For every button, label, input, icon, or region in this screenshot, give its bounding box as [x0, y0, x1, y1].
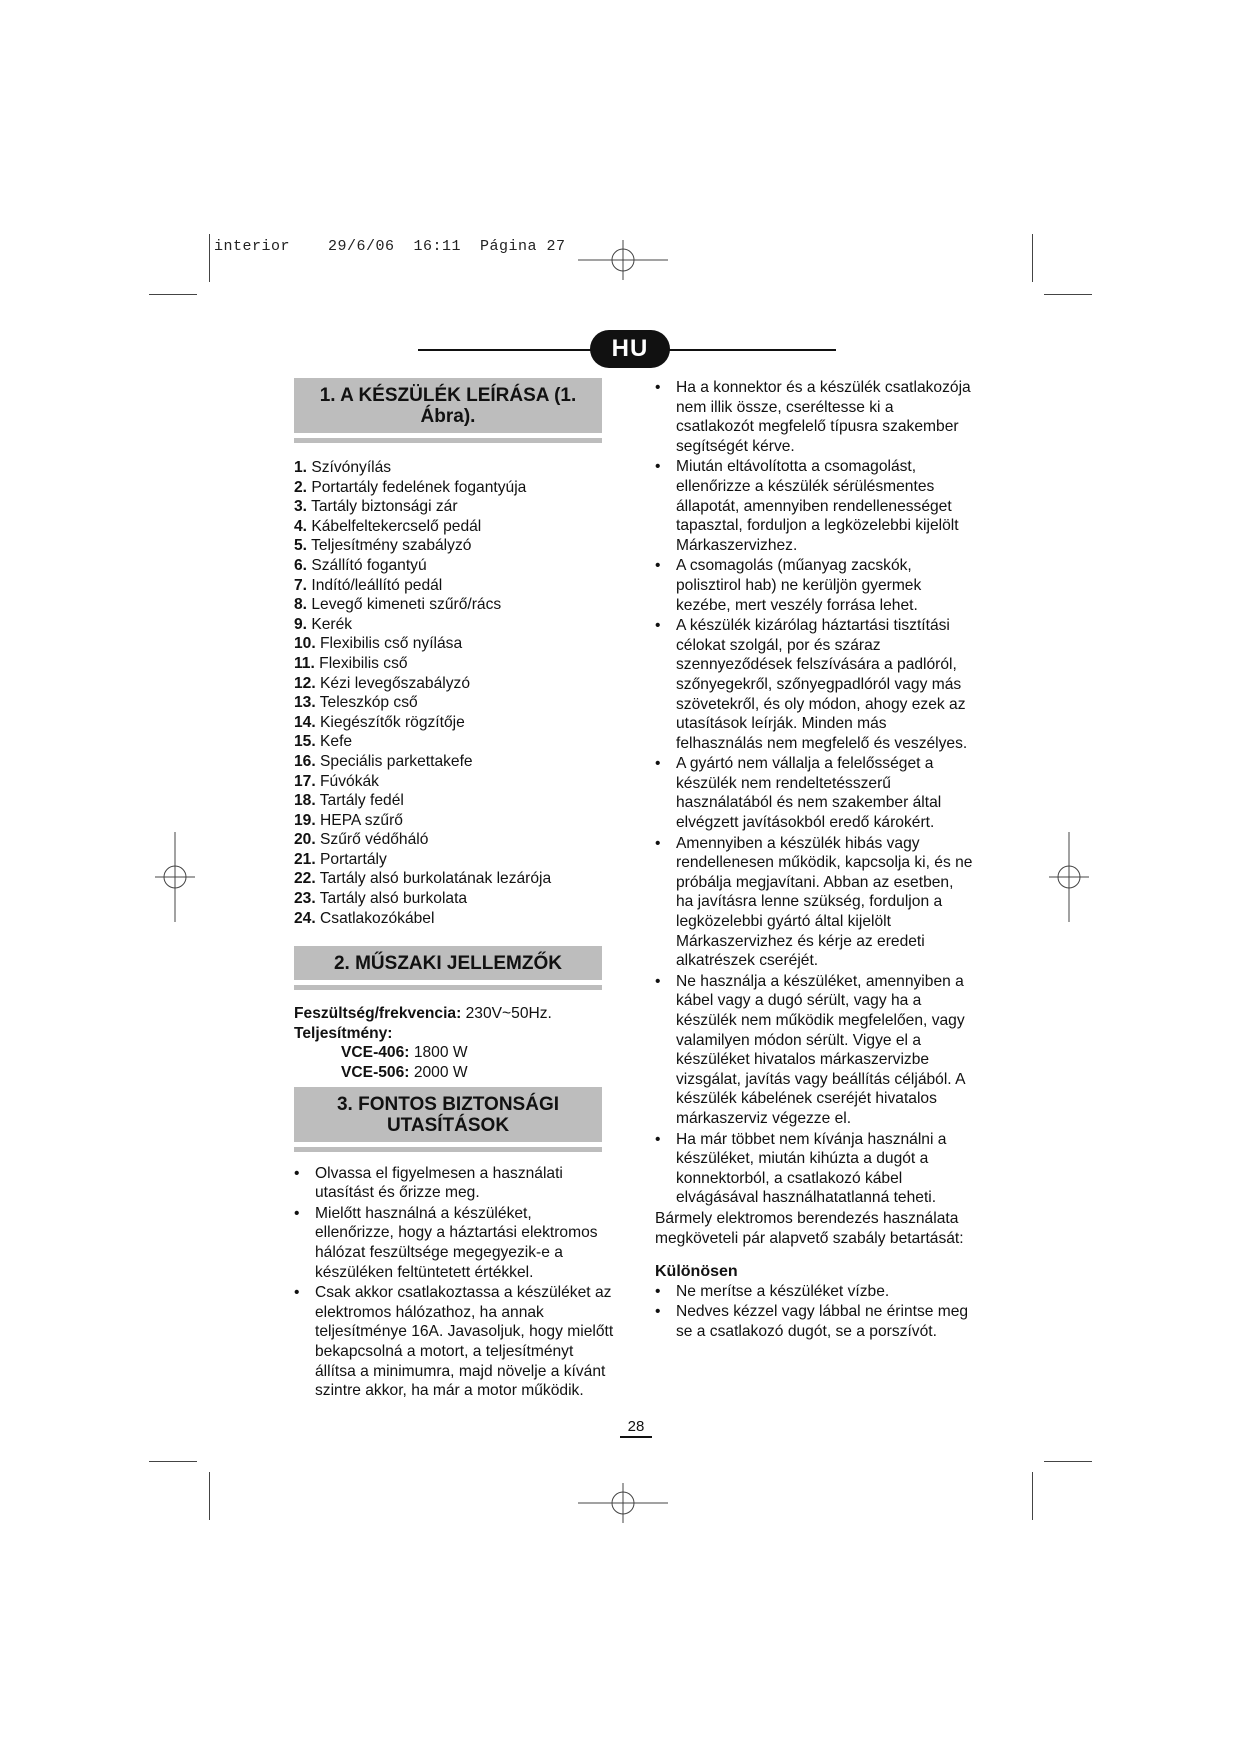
- bullet-item: • Ha a konnektor és a készülék csatlakozója nem illik össze, cseréltesse ki a csatlakozót megfelelő típusra szakember segítségét kérve.: [655, 378, 975, 456]
- crop-mark-top-right-h: [1044, 294, 1092, 295]
- model-value: 2000 W: [413, 1064, 468, 1082]
- right-column: [655, 378, 975, 1343]
- item-label: Speciális parkettakefe: [320, 752, 473, 770]
- safety-bullets-right: [655, 378, 975, 1208]
- model-line: [294, 1043, 614, 1063]
- crop-mark-bottom-left-v: [209, 1472, 210, 1520]
- item-label: Fúvókák: [320, 772, 379, 790]
- bullet-item: • Amennyiben a készülék hibás vagy rendellenesen működik, kapcsolja ki, és ne próbálja megjavítani. Abban az esetben, ha javításra lenne szükség, forduljon a legközelebbi gyártó által kijelölt Márkaszervizhez és kérje az eredeti alkatrészek cseréjét.: [655, 834, 975, 971]
- list-item: [294, 654, 614, 674]
- model-label: VCE-506:: [341, 1064, 410, 1082]
- item-label: Szűrő védőháló: [320, 831, 429, 849]
- section3-title: [294, 1087, 602, 1142]
- item-label: Kiegészítők rögzítője: [320, 713, 465, 731]
- item-label: Portartály: [320, 850, 387, 868]
- item-number: 14.: [294, 713, 316, 731]
- crop-mark-bottom-left-h: [149, 1461, 197, 1462]
- bullet-item: • Ne merítse a készüléket vízbe.: [655, 1282, 975, 1302]
- item-label: Kerék: [311, 615, 353, 633]
- item-number: 9.: [294, 615, 308, 633]
- bullet-item: • Ha már többet nem kívánja használni a készüléket, miután kihúzta a dugót a konnektorból, a csatlakozó kábel elvágásával használhatatlanná teheti.: [655, 1130, 975, 1208]
- item-label: Teleszkóp cső: [319, 694, 418, 712]
- crop-mark-top-left-h: [149, 294, 197, 295]
- registration-mark-bottom: [578, 1483, 668, 1523]
- item-number: 18.: [294, 792, 316, 810]
- left-column: [294, 378, 614, 1402]
- item-label: Csatlakozókábel: [320, 909, 435, 927]
- list-item: [294, 576, 614, 596]
- item-number: 20.: [294, 831, 316, 849]
- bullet-item: • A gyártó nem vállalja a felelősséget a készülék nem rendeltetésszerű használatából és nem szakember által elvégzett javításokból eredő károkért.: [655, 754, 975, 832]
- item-label: Kábelfeltekercselő pedál: [311, 517, 482, 535]
- item-label: Flexibilis cső: [319, 654, 408, 672]
- bullet-item: • Olvassa el figyelmesen a használati utasítást és őrizze meg.: [294, 1164, 614, 1203]
- item-number: 10.: [294, 635, 316, 653]
- item-number: 24.: [294, 909, 316, 927]
- header-rule-right: [666, 349, 836, 351]
- item-number: 3.: [294, 498, 308, 516]
- list-item: [294, 772, 614, 792]
- list-item: [294, 752, 614, 772]
- list-item: [294, 713, 614, 733]
- list-item: [294, 634, 614, 654]
- item-number: 22.: [294, 870, 316, 888]
- item-label: Kézi levegőszabályzó: [320, 674, 470, 692]
- model-line: [294, 1063, 614, 1083]
- section3-title-line: 3. FONTOS BIZTONSÁGI: [336, 1093, 560, 1115]
- registration-mark-right: [1049, 832, 1089, 922]
- item-label: Tartály biztonsági zár: [311, 498, 458, 516]
- parts-list: [294, 458, 614, 928]
- item-number: 12.: [294, 674, 316, 692]
- header-rule-left: [418, 349, 594, 351]
- item-number: 1.: [294, 459, 308, 476]
- list-item: [294, 615, 614, 635]
- model-label: VCE-406:: [341, 1044, 410, 1062]
- page-number: 28: [620, 1418, 652, 1438]
- list-item: [294, 889, 614, 909]
- print-slug: interior 29/6/06 16:11 Página 27: [214, 238, 566, 255]
- section3-title-line: UTASÍTÁSOK: [386, 1114, 510, 1136]
- crop-mark-top-right-v: [1032, 234, 1033, 282]
- item-number: 8.: [294, 596, 308, 614]
- list-item: [294, 830, 614, 850]
- item-number: 7.: [294, 576, 308, 594]
- list-item: [294, 791, 614, 811]
- list-item: [294, 693, 614, 713]
- power-line: [294, 1024, 614, 1044]
- language-badge: HU: [590, 330, 670, 368]
- item-number: 6.: [294, 556, 308, 574]
- item-number: 2.: [294, 478, 308, 496]
- item-label: Teljesítmény szabályzó: [311, 537, 472, 555]
- item-number: 4.: [294, 517, 308, 535]
- list-item: [294, 497, 614, 517]
- model-value: 1800 W: [413, 1044, 468, 1062]
- list-item: [294, 595, 614, 615]
- voltage-value: 230V~50Hz.: [465, 1005, 552, 1023]
- list-item: [294, 674, 614, 694]
- crop-mark-bottom-right-h: [1044, 1461, 1092, 1462]
- registration-mark-top: [578, 240, 668, 280]
- list-item: [294, 536, 614, 556]
- bullet-item: • A készülék kizárólag háztartási tisztítási célokat szolgál, por és száraz szennyeződések felszívására a padlóról, szőnyegekről, szőnyegpadlóról vagy más szövetekről, és oly módon, ahogy ezek az utasítások leírják. Minden más felhasználás nem megfelelő és veszélyes.: [655, 616, 975, 753]
- safety-bullets-left: [294, 1164, 614, 1401]
- item-label: Szállító fogantyú: [311, 556, 427, 574]
- list-item: [294, 869, 614, 889]
- list-item: [294, 517, 614, 537]
- special-bullets: [655, 1282, 975, 1342]
- item-label: Portartály fedelének fogantyúja: [311, 478, 527, 496]
- list-item: [294, 850, 614, 870]
- closing-text: Bármely elektromos berendezés használata megköveteli pár alapvető szabály betartását:: [655, 1209, 964, 1247]
- bullet-item: • Mielőtt használná a készüléket, ellenőrizze, hogy a háztartási elektromos hálózat feszültsége megegyezik-e a készüléken feltüntetett értékkel.: [294, 1204, 614, 1282]
- list-item: [294, 811, 614, 831]
- item-number: 13.: [294, 694, 316, 712]
- section2-title: 2. MŰSZAKI JELLEMZŐK: [294, 946, 602, 980]
- bullet-item: • Nedves kézzel vagy lábbal ne érintse meg se a csatlakozó dugót, se a porszívót.: [655, 1302, 975, 1341]
- item-number: 21.: [294, 850, 316, 868]
- list-item: [294, 909, 614, 929]
- item-number: 11.: [294, 654, 315, 672]
- item-number: 23.: [294, 890, 316, 908]
- list-item: [294, 556, 614, 576]
- item-label: Tartály alsó burkolata: [319, 890, 468, 908]
- special-heading: Különösen: [655, 1263, 738, 1281]
- voltage-label: Feszültség/frekvencia:: [294, 1005, 462, 1023]
- section1-title: 1. A KÉSZÜLÉK LEÍRÁSA (1. Ábra).: [294, 378, 602, 433]
- item-label: Levegő kimeneti szűrő/rács: [311, 596, 502, 614]
- crop-mark-bottom-right-v: [1032, 1472, 1033, 1520]
- item-number: 16.: [294, 752, 316, 770]
- bullet-item: • Ne használja a készüléket, amennyiben a kábel vagy a dugó sérült, vagy ha a készülék nem működik megfelelően, vagy valamilyen módon sérült. Vigye el a készüléket hivatalos márkaszervizbe vizsgálat, javítás vagy beállítás céljából. A készülék kábelének cseréjét hivatalos márkaszerviz végezze el.: [655, 972, 975, 1129]
- item-label: Tartály fedél: [319, 792, 404, 810]
- item-label: Tartály alsó burkolatának lezárója: [319, 870, 552, 888]
- bullet-item: • A csomagolás (műanyag zacskók, polisztirol hab) ne kerüljön gyermek kezébe, mert veszély forrása lehet.: [655, 556, 975, 615]
- list-item: [294, 732, 614, 752]
- item-label: HEPA szűrő: [320, 811, 403, 829]
- item-number: 5.: [294, 537, 308, 555]
- item-label: Flexibilis cső nyílása: [320, 635, 463, 653]
- crop-mark-top-left-v: [209, 234, 210, 282]
- item-number: 17.: [294, 772, 316, 790]
- item-number: 19.: [294, 811, 316, 829]
- item-label: Kefe: [320, 733, 353, 751]
- list-item: [294, 458, 614, 478]
- registration-mark-left: [155, 832, 195, 922]
- item-label: Indító/leállító pedál: [311, 576, 443, 594]
- item-label: Szívónyílás: [311, 459, 392, 476]
- voltage-line: [294, 1004, 614, 1024]
- list-item: [294, 478, 614, 498]
- power-label: Teljesítmény:: [294, 1024, 393, 1042]
- bullet-item: • Csak akkor csatlakoztassa a készüléket az elektromos hálózathoz, ha annak teljesítménye 16A. Javasoljuk, hogy mielőtt bekapcsolná a motort, a teljesítményt állítsa a minimumra, majd növelje a kívánt szintre akkor, ha már a motor működik.: [294, 1283, 614, 1401]
- item-number: 15.: [294, 733, 316, 751]
- bullet-item: • Miután eltávolította a csomagolást, ellenőrizze a készülék sérülésmentes állapotát, amennyiben rendellenességet tapasztal, forduljon a legközelebbi kijelölt Márkaszervizhez.: [655, 457, 975, 555]
- section1-rule: [294, 438, 602, 443]
